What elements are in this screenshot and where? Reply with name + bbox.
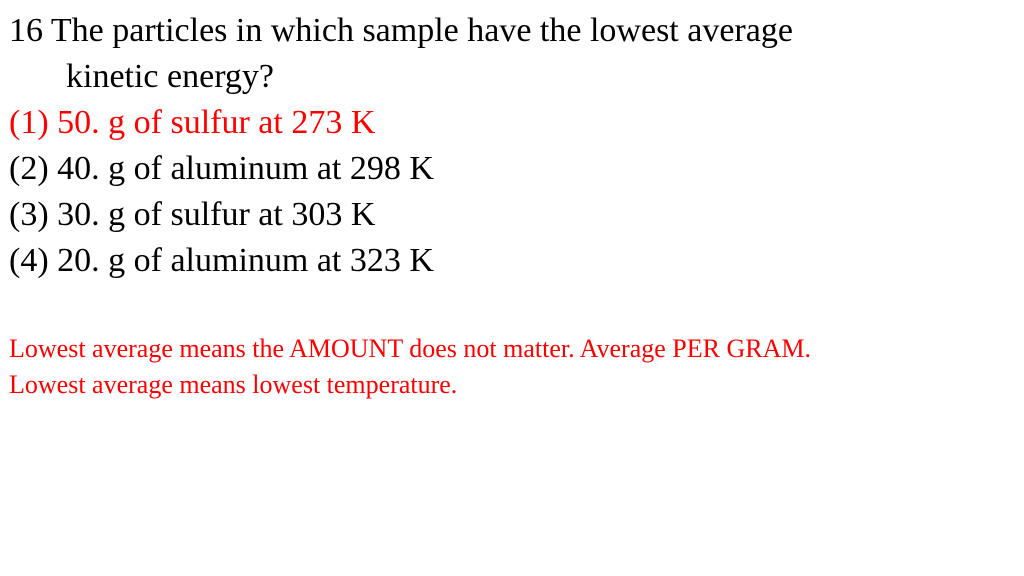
choice-1: (1) 50. g of sulfur at 273 K: [9, 104, 376, 141]
choice-2: (2) 40. g of aluminum at 298 K: [9, 150, 434, 187]
explanation-line-1: Lowest average means the AMOUNT does not matter. Average PER GRAM.: [9, 334, 811, 363]
question-line-2: kinetic energy?: [66, 58, 275, 95]
choice-3: (3) 30. g of sulfur at 303 K: [9, 196, 376, 233]
answer-choices: [9, 100, 1009, 284]
question-line-1: 16 The particles in which sample have the lowest average: [9, 12, 793, 49]
choice-4: (4) 20. g of aluminum at 323 K: [9, 242, 434, 279]
question-text: [9, 8, 1009, 100]
explanation-line-2: Lowest average means lowest temperature.: [9, 370, 458, 399]
explanation-text: [9, 331, 1009, 403]
